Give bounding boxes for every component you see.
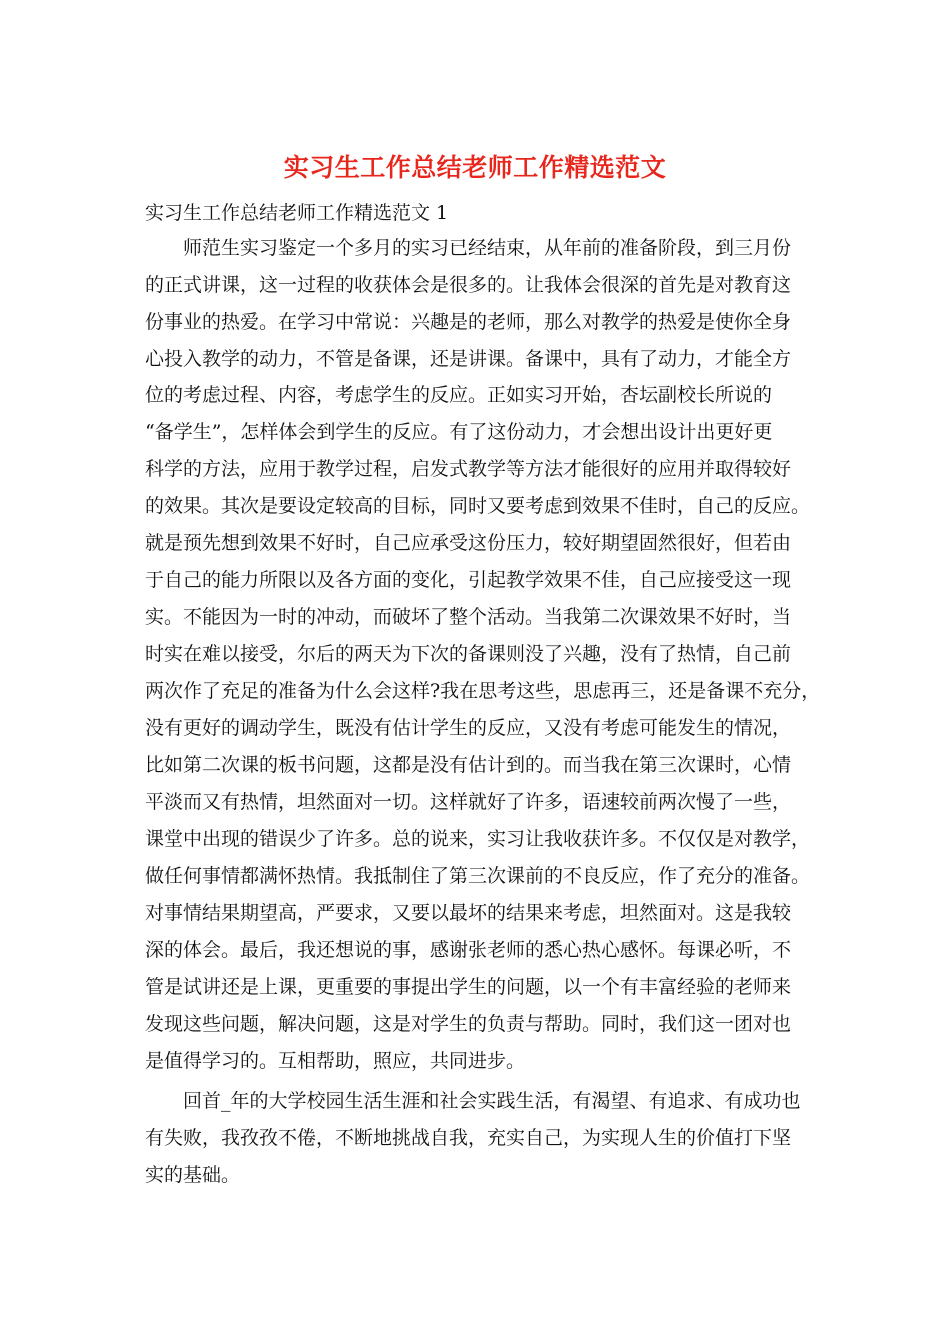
document-title: 实习生工作总结老师工作精选范文 <box>283 153 667 182</box>
paragraph-line: 有失败，我孜孜不倦，不断地挑战自我，充实自己，为实现人生的价值打下坚 <box>145 1127 792 1149</box>
document-subtitle: 实习生工作总结老师工作精选范文 1 <box>145 202 449 224</box>
paragraph-line: 的正式讲课，这一过程的收获体会是很多的。让我体会很深的首先是对教育这 <box>145 274 792 296</box>
paragraph-line: 发现这些问题，解决问题，这是对学生的负责与帮助。同时，我们这一团对也 <box>145 1013 792 1035</box>
paragraph-line: 份事业的热爱。在学习中常说：兴趣是的老师，那么对教学的热爱是使你全身 <box>145 311 792 333</box>
paragraph-line: 回首_年的大学校园生活生涯和社会实践生活，有渴望、有追求、有成功也 <box>183 1090 801 1112</box>
paragraph-line: 做任何事情都满怀热情。我抵制住了第三次课前的不良反应，作了充分的准备。 <box>145 865 811 887</box>
paragraph-line: 是值得学习的。互相帮助，照应，共同进步。 <box>145 1050 526 1072</box>
paragraph-line: 实的基础。 <box>145 1164 241 1186</box>
paragraph-line: 两次作了充足的准备为什么会这样?我在思考这些，思虑再三，还是备课不充分， <box>145 680 821 702</box>
paragraph-line: 对事情结果期望高，严要求，又要以最坏的结果来考虑，坦然面对。这是我较 <box>145 902 792 924</box>
paragraph-line: 的效果。其次是要设定较高的目标，同时又要考虑到效果不佳时，自己的反应。 <box>145 495 811 517</box>
paragraph-line: 平淡而又有热情，坦然面对一切。这样就好了许多，语速较前两次慢了一些， <box>145 791 792 813</box>
paragraph-line: 比如第二次课的板书问题，这都是没有估计到的。而当我在第三次课时，心情 <box>145 754 792 776</box>
paragraph-line: 就是预先想到效果不好时，自己应承受这份压力，较好期望固然很好，但若由 <box>145 532 792 554</box>
paragraph-line: 课堂中出现的错误少了许多。总的说来，实习让我收获许多。不仅仅是对教学， <box>145 828 811 850</box>
paragraph-line: “备学生”，怎样体会到学生的反应。有了这份动力，才会想出设计出更好更 <box>145 421 773 443</box>
paragraph-line: 实。不能因为一时的冲动，而破坏了整个活动。当我第二次课效果不好时，当 <box>145 606 792 628</box>
paragraph-line: 没有更好的调动学生，既没有估计学生的反应，又没有考虑可能发生的情况， <box>145 717 792 739</box>
paragraph-line: 科学的方法，应用于教学过程，启发式教学等方法才能很好的应用并取得较好 <box>145 458 792 480</box>
paragraph-line: 心投入教学的动力，不管是备课，还是讲课。备课中，具有了动力，才能全方 <box>145 348 792 370</box>
paragraph-line: 位的考虑过程、内容，考虑学生的反应。正如实习开始，杏坛副校长所说的 <box>145 384 773 406</box>
paragraph-line: 时实在难以接受，尔后的两天为下次的备课则没了兴趣，没有了热情，自己前 <box>145 643 792 665</box>
paragraph-line: 于自己的能力所限以及各方面的变化，引起教学效果不佳，自己应接受这一现 <box>145 569 792 591</box>
paragraph-line: 深的体会。最后，我还想说的事，感谢张老师的悉心热心感怀。每课必听，不 <box>145 939 792 961</box>
paragraph-line: 师范生实习鉴定一个多月的实习已经结束，从年前的准备阶段，到三月份 <box>183 237 792 259</box>
paragraph-line: 管是试讲还是上课，更重要的事提出学生的问题，以一个有丰富经验的老师来 <box>145 976 792 998</box>
